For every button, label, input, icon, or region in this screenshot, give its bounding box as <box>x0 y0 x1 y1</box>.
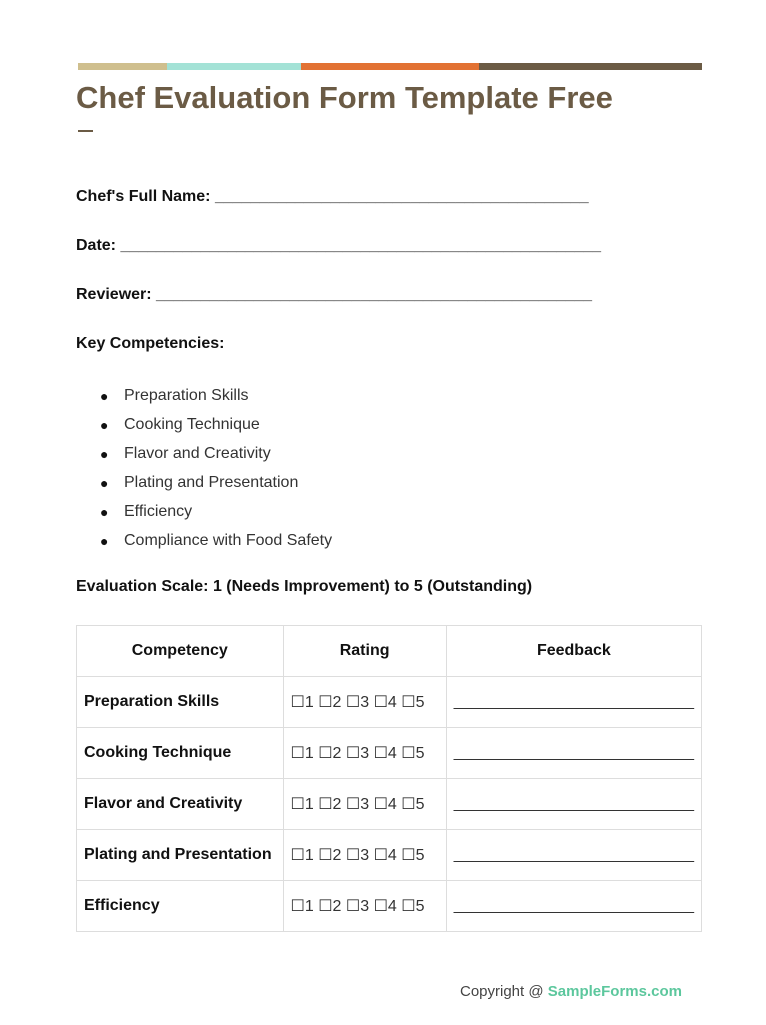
competency-cell: Efficiency <box>77 881 284 932</box>
rating-checkboxes[interactable]: ☐1 ☐2 ☐3 ☐4 ☐5 <box>283 779 446 830</box>
chef-name-field[interactable]: Chef's Full Name: __________________________________________ <box>76 188 589 205</box>
evaluation-scale-text: Evaluation Scale: 1 (Needs Improvement) to 5 (Outstanding) <box>76 578 533 595</box>
list-item <box>100 410 332 439</box>
evaluation-table <box>76 625 702 932</box>
list-item <box>100 468 332 497</box>
table-row <box>77 779 702 830</box>
table-row <box>77 830 702 881</box>
list-item <box>100 381 332 410</box>
competency-cell: Cooking Technique <box>77 728 284 779</box>
key-competencies-heading: Key Competencies: <box>76 335 225 352</box>
copyright-footer <box>460 983 682 1000</box>
feedback-line[interactable]: ___________________________ <box>446 677 701 728</box>
color-bar-segment-tan <box>78 63 167 70</box>
color-bar-segment-orange <box>301 63 479 70</box>
list-item-label: Cooking Technique <box>124 415 260 433</box>
header-color-bar <box>78 63 702 70</box>
list-item-label: Compliance with Food Safety <box>124 531 333 549</box>
table-row <box>77 677 702 728</box>
bullet-icon: ● <box>100 387 109 404</box>
bullet-icon: ● <box>100 532 109 549</box>
competency-cell: Plating and Presentation <box>77 830 284 881</box>
bullet-icon: ● <box>100 416 109 433</box>
date-field[interactable]: Date: ______________________________________________________ <box>76 237 601 254</box>
header-competency: Competency <box>77 626 284 677</box>
rating-checkboxes[interactable]: ☐1 ☐2 ☐3 ☐4 ☐5 <box>283 881 446 932</box>
list-item <box>100 497 332 526</box>
bullet-icon: ● <box>100 503 109 520</box>
color-bar-segment-brown <box>479 63 702 70</box>
table-header-row <box>77 626 702 677</box>
competency-cell: Preparation Skills <box>77 677 284 728</box>
feedback-line[interactable]: ___________________________ <box>446 830 701 881</box>
feedback-line[interactable]: ___________________________ <box>446 881 701 932</box>
competency-cell: Flavor and Creativity <box>77 779 284 830</box>
list-item-label: Plating and Presentation <box>124 473 299 491</box>
rating-checkboxes[interactable]: ☐1 ☐2 ☐3 ☐4 ☐5 <box>283 677 446 728</box>
sampleforms-link[interactable]: SampleForms.com <box>547 983 682 1000</box>
list-item-label: Preparation Skills <box>124 386 249 404</box>
competency-list <box>100 381 332 555</box>
bullet-icon: ● <box>100 474 109 491</box>
list-item-label: Flavor and Creativity <box>124 444 271 462</box>
bullet-icon: ● <box>100 445 109 462</box>
header-rating: Rating <box>283 626 446 677</box>
table-row <box>77 728 702 779</box>
feedback-line[interactable]: ___________________________ <box>446 728 701 779</box>
list-item-label: Efficiency <box>124 502 193 520</box>
rating-checkboxes[interactable]: ☐1 ☐2 ☐3 ☐4 ☐5 <box>283 830 446 881</box>
header-feedback: Feedback <box>446 626 701 677</box>
title-underline-dash <box>78 130 93 132</box>
list-item <box>100 439 332 468</box>
color-bar-segment-mint <box>167 63 301 70</box>
page-title: Chef Evaluation Form Template Free <box>76 80 613 115</box>
feedback-line[interactable]: ___________________________ <box>446 779 701 830</box>
list-item <box>100 526 332 555</box>
copyright-text: Copyright @ <box>460 983 548 1000</box>
rating-checkboxes[interactable]: ☐1 ☐2 ☐3 ☐4 ☐5 <box>283 728 446 779</box>
table-row <box>77 881 702 932</box>
reviewer-field[interactable]: Reviewer: _________________________________________________ <box>76 286 593 303</box>
